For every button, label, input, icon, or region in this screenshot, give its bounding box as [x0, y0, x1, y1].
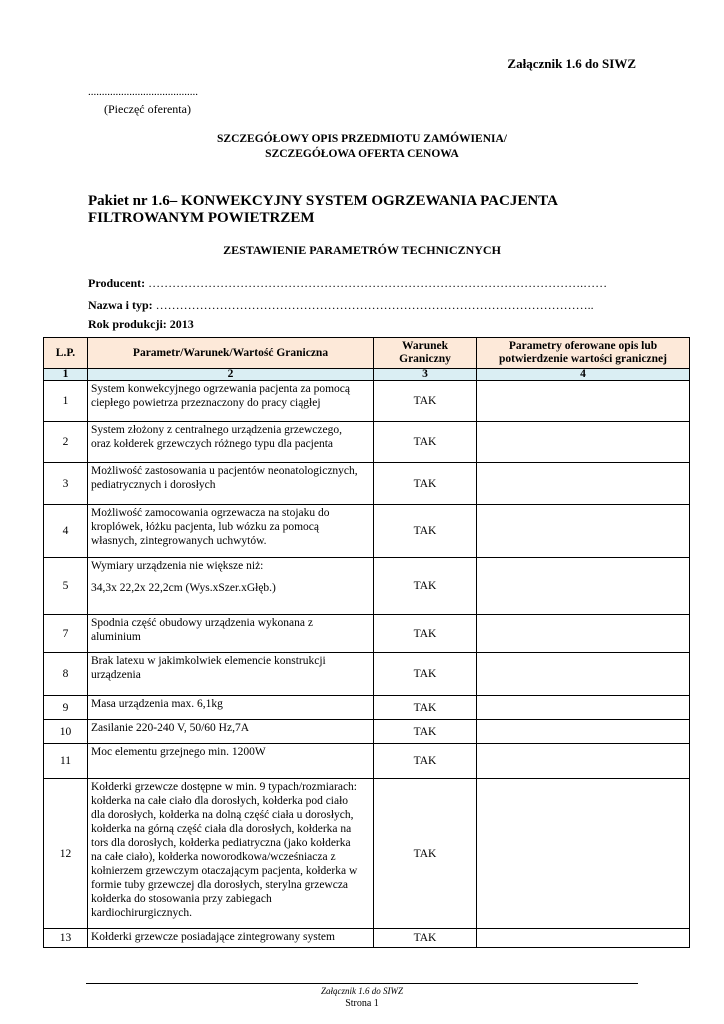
row-offered-value[interactable] — [477, 615, 690, 653]
page-number: Strona 1 — [345, 998, 379, 1009]
row-number: 7 — [44, 615, 88, 653]
document-title-line: SZCZEGÓŁOWY OPIS PRZEDMIOTU ZAMÓWIENIA/ — [217, 133, 507, 145]
row-condition: TAK — [374, 422, 477, 463]
row-offered-value[interactable] — [477, 558, 690, 615]
parameter-line: kołderka na górną część ciała dla dorosłych, kołderka na — [91, 823, 352, 835]
row-condition: TAK — [374, 505, 477, 558]
row-parameter — [88, 463, 374, 505]
header-condition-line: Graniczny — [399, 353, 451, 365]
row-condition: TAK — [374, 558, 477, 615]
table-row — [44, 422, 690, 463]
table-row — [44, 463, 690, 505]
column-number: 1 — [44, 369, 88, 381]
parameters-table — [43, 337, 690, 948]
row-number: 13 — [44, 929, 88, 948]
header-offered-line: Parametry oferowane opis lub — [508, 340, 658, 352]
section-heading: ZESTAWIENIE PARAMETRÓW TECHNICZNYCH — [223, 243, 501, 257]
row-condition: TAK — [374, 653, 477, 696]
row-offered-value[interactable] — [477, 696, 690, 720]
producer-value: ……………………………………………………………………………………………….…… — [148, 276, 608, 290]
row-condition: TAK — [374, 381, 477, 422]
row-number: 3 — [44, 463, 88, 505]
parameter-line: dla dorosłych, kołderka na dolną część ciała u dorosłych, — [91, 809, 354, 821]
footer-annex: Załącznik 1.6 do SIWZ — [321, 986, 403, 996]
header-condition-line: Warunek — [401, 340, 448, 352]
parameter-line: Możliwość zastosowania u pacjentów neonatologicznych, — [91, 465, 358, 477]
column-number: 2 — [88, 369, 374, 381]
stamp-label: (Pieczęć oferenta) — [104, 102, 191, 116]
header-lp: L.P. — [44, 338, 88, 369]
parameter-line: kroplówek, łóżku pacjenta, lub wózku za pomocą — [91, 521, 320, 533]
row-parameter — [88, 558, 374, 615]
parameter-line: tors dla dorosłych, kołderka pediatryczna (jako kołderka — [91, 837, 351, 849]
row-number: 8 — [44, 653, 88, 696]
parameter-line: kołderka na całe ciało dla dorosłych, kołderka pod ciało — [91, 795, 349, 807]
parameter-line: Wymiary urządzenia nie większe niż: — [91, 560, 264, 572]
table-row — [44, 929, 690, 948]
table-row — [44, 381, 690, 422]
parameter-line: oraz kołderek grzewczych różnego typu dla pacjenta — [91, 438, 334, 450]
header-parameter: Parametr/Warunek/Wartość Graniczna — [88, 338, 374, 369]
parameter-line: na całe ciało), kołderka noworodkowa/wcześniacza z — [91, 851, 336, 863]
name-type-value: ……………………………………………………………………………………………….. — [155, 298, 594, 312]
row-offered-value[interactable] — [477, 720, 690, 744]
row-offered-value[interactable] — [477, 744, 690, 779]
parameter-line: System złożony z centralnego urządzenia grzewczego, — [91, 424, 342, 436]
package-title-line: FILTROWANYM POWIETRZEM — [88, 210, 315, 226]
row-offered-value[interactable] — [477, 505, 690, 558]
column-number-row — [44, 369, 690, 381]
table-row — [44, 653, 690, 696]
row-parameter — [88, 422, 374, 463]
parameter-line: Kołderki grzewcze dostępne w min. 9 typach/rozmiarach: — [91, 781, 357, 793]
row-parameter — [88, 744, 374, 779]
row-parameter — [88, 381, 374, 422]
row-parameter — [88, 505, 374, 558]
parameter-line: kołderka do stosowania przy zabiegach — [91, 893, 272, 905]
parameter-line: Możliwość zamocowania ogrzewacza na stojaku do — [91, 507, 330, 519]
row-condition: TAK — [374, 615, 477, 653]
document-title-line: SZCZEGÓŁOWA OFERTA CENOWA — [265, 148, 459, 160]
name-type-field — [88, 298, 594, 313]
annex-label: Załącznik 1.6 do SIWZ — [507, 56, 636, 71]
row-condition: TAK — [374, 463, 477, 505]
header-offered-line: potwierdzenie wartości granicznej — [499, 353, 667, 365]
column-number: 3 — [374, 369, 477, 381]
stamp-placeholder: ........................................ — [88, 86, 198, 98]
parameter-line: kołnierzem grzewczym otaczającym pacjenta, kołderka w — [91, 865, 358, 877]
table-row — [44, 558, 690, 615]
production-year-label: Rok produkcji: 2013 — [88, 317, 194, 331]
row-offered-value[interactable] — [477, 381, 690, 422]
row-condition: TAK — [374, 696, 477, 720]
column-number: 4 — [477, 369, 690, 381]
row-offered-value[interactable] — [477, 463, 690, 505]
row-offered-value[interactable] — [477, 929, 690, 948]
producer-label: Producent: — [88, 276, 146, 290]
parameter-line: kardiochirurgicznych. — [91, 907, 193, 919]
row-number: 2 — [44, 422, 88, 463]
row-number: 1 — [44, 381, 88, 422]
table-row — [44, 720, 690, 744]
parameter-line: Zasilanie 220-240 V, 50/60 Hz,7A — [91, 722, 250, 734]
row-condition: TAK — [374, 720, 477, 744]
table-row — [44, 696, 690, 720]
document-title — [0, 132, 724, 162]
row-condition: TAK — [374, 744, 477, 779]
package-title-line: Pakiet nr 1.6– KONWEKCYJNY SYSTEM OGRZEWANIA PACJENTA — [88, 193, 558, 209]
name-type-label: Nazwa i typ: — [88, 298, 153, 312]
production-year-field — [88, 317, 194, 332]
row-parameter — [88, 653, 374, 696]
parameter-line: formie tuby grzewczej dla dorosłych, sterylna grzewcza — [91, 879, 349, 891]
parameter-line — [91, 573, 370, 581]
row-number: 11 — [44, 744, 88, 779]
package-title — [88, 193, 648, 227]
table-row — [44, 744, 690, 779]
row-parameter — [88, 696, 374, 720]
row-number: 12 — [44, 779, 88, 929]
header-condition — [374, 338, 477, 369]
row-condition: TAK — [374, 929, 477, 948]
parameter-line: pediatrycznych i dorosłych — [91, 479, 216, 491]
table-header-row — [44, 338, 690, 369]
row-parameter — [88, 779, 374, 929]
row-number: 9 — [44, 696, 88, 720]
row-offered-value[interactable] — [477, 422, 690, 463]
header-offered — [477, 338, 690, 369]
parameter-line: własnych, zintegrowanych uchwytów. — [91, 535, 267, 547]
parameter-line: Moc elementu grzejnego min. 1200W — [91, 746, 266, 758]
footer-divider — [86, 983, 638, 984]
row-offered-value[interactable] — [477, 653, 690, 696]
parameter-line: urządzenia — [91, 669, 141, 681]
parameter-line: Kołderki grzewcze posiadające zintegrowany system — [91, 931, 335, 943]
parameter-line: Brak latexu w jakimkolwiek elemencie konstrukcji — [91, 655, 326, 667]
parameter-line: Masa urządzenia max. 6,1kg — [91, 698, 223, 710]
parameter-line: ciepłego powietrza przeznaczony do pracy ciągłej — [91, 397, 321, 409]
row-number: 10 — [44, 720, 88, 744]
parameter-line: aluminium — [91, 631, 141, 643]
producer-field — [88, 276, 607, 291]
table-row — [44, 505, 690, 558]
row-number: 4 — [44, 505, 88, 558]
row-condition: TAK — [374, 779, 477, 929]
row-offered-value[interactable] — [477, 779, 690, 929]
table-row — [44, 779, 690, 929]
row-parameter — [88, 929, 374, 948]
row-number: 5 — [44, 558, 88, 615]
parameter-line: System konwekcyjnego ogrzewania pacjenta za pomocą — [91, 383, 350, 395]
parameter-line: Spodnia część obudowy urządzenia wykonana z — [91, 617, 313, 629]
table-row — [44, 615, 690, 653]
row-parameter — [88, 615, 374, 653]
row-parameter — [88, 720, 374, 744]
parameter-line: 34,3x 22,2x 22,2cm (Wys.xSzer.xGłęb.) — [91, 582, 276, 594]
